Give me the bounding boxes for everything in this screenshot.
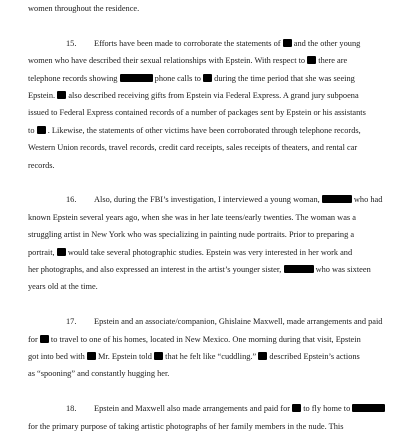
redaction-box: [40, 335, 49, 343]
text-segment: also described receiving gifts from Epstein via Federal Express. A grand jury subpoena: [68, 91, 359, 101]
text-line: [28, 157, 384, 174]
redaction-box: [203, 74, 212, 82]
text-line: [28, 209, 384, 226]
text-segment: that he felt like “cuddling.”: [165, 352, 257, 362]
redaction-box: [87, 352, 96, 360]
text-segment: Also, during the FBI’s investigation, I interviewed a young woman,: [94, 195, 320, 205]
text-segment: Epstein and Maxwell also made arrangements and paid for: [94, 404, 291, 414]
redaction-box: [292, 404, 301, 412]
text-line: [28, 331, 384, 348]
redaction-box: [352, 404, 385, 412]
text-segment: portrait,: [28, 247, 55, 257]
paragraph-gap: [28, 17, 384, 34]
redaction-box: [283, 39, 292, 47]
text-line: [28, 87, 384, 104]
text-segment: women who have described their sexual relationships with Epstein. With respect to: [28, 56, 306, 66]
paragraph-17: [28, 313, 384, 383]
text-segment: her photographs, and also expressed an interest in the artist’s younger sister,: [28, 265, 282, 275]
redaction-box: [258, 352, 267, 360]
text-segment: issued to Federal Express contained records of a number of packages sent by Epstein or his assistants: [28, 108, 366, 118]
text-line: [28, 278, 384, 295]
paragraph-number: 17.: [66, 317, 77, 327]
text-segment: who was sixteen: [315, 265, 371, 275]
paragraph-number: 18.: [66, 404, 77, 414]
paragraph-18: [28, 400, 384, 435]
text-line: [28, 261, 384, 278]
text-line: [28, 0, 384, 17]
text-segment: described Epstein’s actions: [269, 352, 360, 362]
text-line: [28, 226, 384, 243]
text-line: [28, 191, 384, 208]
paragraph-continued: [28, 0, 384, 17]
text-line: [28, 348, 384, 365]
text-segment: to fly home to: [303, 404, 351, 414]
text-line: [28, 70, 384, 87]
paragraph-number: 15.: [66, 38, 77, 48]
text-segment: years old at the time.: [28, 282, 98, 292]
text-line: [28, 365, 384, 382]
text-line: [28, 52, 384, 69]
text-segment: and the other young: [293, 38, 361, 48]
text-segment: Epstein and an associate/companion, Ghislaine Maxwell, made arrangements and paid: [94, 317, 383, 327]
text-segment: records.: [28, 160, 55, 170]
redaction-box: [322, 195, 352, 203]
redaction-box: [284, 265, 314, 273]
text-segment: Mr. Epstein told: [97, 352, 152, 362]
text-segment: struggling artist in New York who was specializing in painting nude portraits. Prior to preparing a: [28, 230, 355, 240]
text-segment: telephone records showing: [28, 73, 118, 83]
text-segment: who had: [353, 195, 383, 205]
text-line: [28, 244, 384, 261]
paragraph-number: 16.: [66, 195, 77, 205]
text-segment: during the time period that she was seeing: [214, 73, 355, 83]
text-segment: there are: [318, 56, 348, 66]
text-line: [28, 400, 384, 417]
text-line: [28, 35, 384, 52]
text-segment: would take several photographic studies. Epstein was very interested in her work and: [67, 247, 353, 257]
text-segment: for: [28, 334, 38, 344]
redaction-box: [154, 352, 163, 360]
text-line: [28, 122, 384, 139]
text-segment: known Epstein several years ago, when she was in her late teens/early twenties. The woman was a: [28, 212, 356, 222]
text-segment: Western Union records, travel records, credit card receipts, sales receipts of theaters, and rental car: [28, 143, 358, 153]
text-line: [28, 418, 384, 435]
text-segment: as “spooning” and constantly hugging her.: [28, 369, 170, 379]
paragraph-gap: [28, 383, 384, 400]
redaction-box: [57, 91, 66, 99]
redaction-box: [57, 248, 66, 256]
paragraph-gap: [28, 296, 384, 313]
text-segment: women throughout the residence.: [28, 4, 140, 13]
text-segment: . Likewise, the statements of other victims have been corroborated through telephone records,: [47, 125, 361, 135]
text-segment: phone calls to: [154, 73, 201, 83]
text-segment: Efforts have been made to corroborate the statements of: [94, 38, 281, 48]
paragraph-gap: [28, 174, 384, 191]
text-line: [28, 104, 384, 121]
paragraph-16: [28, 191, 384, 295]
paragraph-15: [28, 35, 384, 174]
text-segment: for the primary purpose of taking artistic photographs of her family members in the nude. This: [28, 421, 344, 431]
redaction-box: [37, 126, 46, 134]
text-line: [28, 313, 384, 330]
text-segment: to travel to one of his homes, located in New Mexico. One morning during that visit, Epstein: [50, 334, 361, 344]
redaction-box: [307, 56, 316, 64]
redaction-box: [120, 74, 153, 82]
text-line: [28, 139, 384, 156]
text-segment: to: [28, 125, 35, 135]
text-segment: got into bed with: [28, 352, 85, 362]
text-segment: Epstein.: [28, 91, 56, 101]
